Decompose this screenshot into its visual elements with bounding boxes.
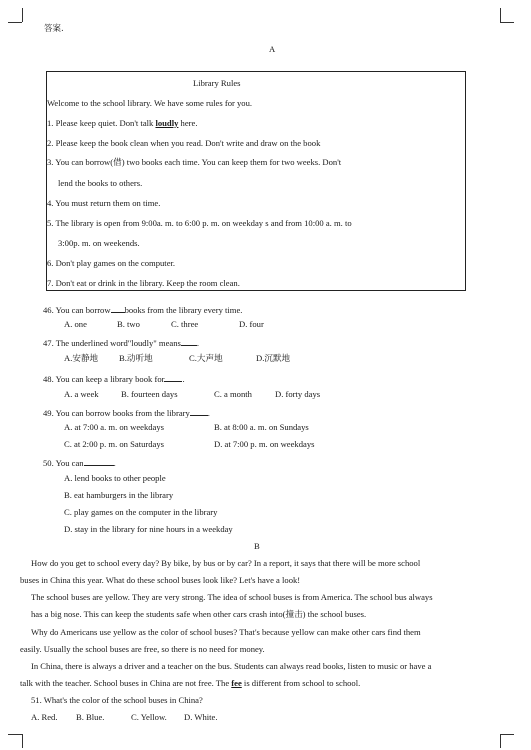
q48-blank: [164, 373, 185, 384]
question-49: [43, 407, 210, 419]
q49-option-d: D. at 7:00 p. m. on weekdays: [214, 439, 315, 449]
q50-blank: [84, 457, 114, 466]
q50-text: 50. You can: [43, 458, 84, 468]
q51-option-c: C. Yellow.: [131, 712, 167, 722]
q48-option-c: C. a month: [214, 389, 252, 399]
section-a-heading: A: [269, 44, 276, 54]
p4-line-2-post: is different from school to school.: [241, 678, 361, 688]
q48-end: .: [182, 374, 185, 384]
q48-option-b: B. fourteen days: [121, 389, 178, 399]
question-46: [43, 304, 242, 316]
question-50: [43, 457, 116, 469]
passage-b-p4-line-1: In China, there is always a driver and a teacher on the bus. Students can always read books, listen to music or have a: [31, 661, 432, 671]
crop-mark-tr-h: [500, 22, 514, 23]
q48-option-d: D. forty days: [275, 389, 321, 399]
q50-option-d: D. stay in the library for nine hours in a weekday: [64, 524, 233, 534]
q46-post: books from the library every time.: [124, 305, 243, 315]
crop-mark-bl-h: [8, 734, 22, 735]
question-47: [43, 337, 199, 349]
q50-option-b: B. eat hamburgers in the library: [64, 490, 174, 500]
q46-option-c: C. three: [171, 319, 199, 329]
q51-option-b: B. Blue.: [76, 712, 105, 722]
q47-option-c: C.大声地: [189, 353, 223, 363]
q47-option-a: A.安静地: [64, 353, 99, 363]
q46-pre: 46. You can borrow: [43, 305, 111, 315]
rule-1: [47, 119, 198, 129]
rule-2: 2. Please keep the book clean when you read. Don't write and draw on the book: [47, 138, 321, 148]
q47-text: 47. The underlined word"loudly" means: [43, 338, 181, 348]
underlined-word-loudly: loudly: [155, 118, 179, 128]
q46-option-b: B. two: [117, 319, 140, 329]
q47-blank: [181, 337, 200, 348]
question-48: [43, 373, 185, 385]
rule-4: 4. You must return them on time.: [47, 198, 161, 208]
q50-option-a: A. lend books to other people: [64, 473, 166, 483]
rule-5-line-2: 3:00p. m. on weekends.: [58, 238, 140, 248]
underlined-word-fee: fee: [231, 678, 242, 688]
q51-option-d: D. White.: [184, 712, 218, 722]
q49-option-a: A. at 7:00 a. m. on weekdays: [64, 422, 164, 432]
rules-intro: Welcome to the school library. We have some rules for you.: [47, 98, 253, 108]
q49-blank: [190, 407, 208, 416]
q48-option-a: A. a week: [64, 389, 99, 399]
crop-mark-tl-h: [8, 22, 22, 23]
q46-option-a: A. one: [64, 319, 87, 329]
q50-end: .: [113, 458, 116, 468]
q49-end: .: [207, 408, 210, 418]
rule-5-line-1: 5. The library is open from 9:00a. m. to 6:00 p. m. on weekday s and from 10:00 a. m. to: [47, 218, 352, 228]
rule-1-post: here.: [178, 118, 198, 128]
answer-label: 答案.: [44, 24, 64, 34]
crop-mark-tl-v: [22, 8, 23, 22]
q47-option-b: B.动听地: [119, 353, 153, 363]
rule-6: 6. Don't play games on the computer.: [47, 258, 176, 268]
section-b-heading: B: [254, 541, 260, 551]
crop-mark-br-v: [500, 734, 501, 748]
rule-3-line-2: lend the books to others.: [58, 178, 143, 188]
q47-end: .: [196, 338, 200, 348]
q49-option-b: B. at 8:00 a. m. on Sundays: [214, 422, 309, 432]
passage-b-p1-line-2: buses in China this year. What do these school buses look like? Let's have a look!: [20, 575, 301, 585]
passage-b-p3-line-2: easily. Usually the school buses are free, so there is no need for money.: [20, 644, 265, 654]
passage-b-p4-line-2: [20, 679, 360, 689]
crop-mark-bl-v: [22, 734, 23, 748]
passage-b-p2-line-1: The school buses are yellow. They are very strong. The idea of school buses is from America. The school bus always: [31, 592, 433, 602]
rule-3-line-1: 3. You can borrow(借) two books each time. You can keep them for two weeks. Don't: [47, 157, 342, 167]
rule-1-pre: 1. Please keep quiet. Don't talk: [47, 118, 156, 128]
rule-7: 7. Don't eat or drink in the library. Keep the room clean.: [47, 278, 240, 288]
passage-b-p1-line-1: How do you get to school every day? By bike, by bus or by car? In a report, it says that there will be more school: [31, 558, 421, 568]
q51-option-a: A. Red.: [31, 712, 58, 722]
q48-text: 48. You can keep a library book for: [43, 374, 165, 384]
q46-blank: [111, 304, 125, 313]
crop-mark-br-h: [500, 734, 514, 735]
crop-mark-tr-v: [500, 8, 501, 22]
passage-b-p3-line-1: Why do Americans use yellow as the color of school buses? That's because yellow can make other cars find them: [31, 627, 421, 637]
rules-title: Library Rules: [193, 78, 241, 88]
q47-option-d: D.沉默地: [256, 353, 291, 363]
passage-b-p2-line-2: has a big nose. This can keep the students safe when other cars crash into(撞击) the school buses.: [31, 609, 367, 619]
question-51: 51. What's the color of the school buses in China?: [31, 695, 203, 705]
q46-option-d: D. four: [239, 319, 264, 329]
p4-line-2-pre: talk with the teacher. School buses in China are not free. The: [20, 678, 232, 688]
q49-text: 49. You can borrow books from the library: [43, 408, 190, 418]
q49-option-c: C. at 2:00 p. m. on Saturdays: [64, 439, 165, 449]
q50-option-c: C. play games on the computer in the library: [64, 507, 218, 517]
